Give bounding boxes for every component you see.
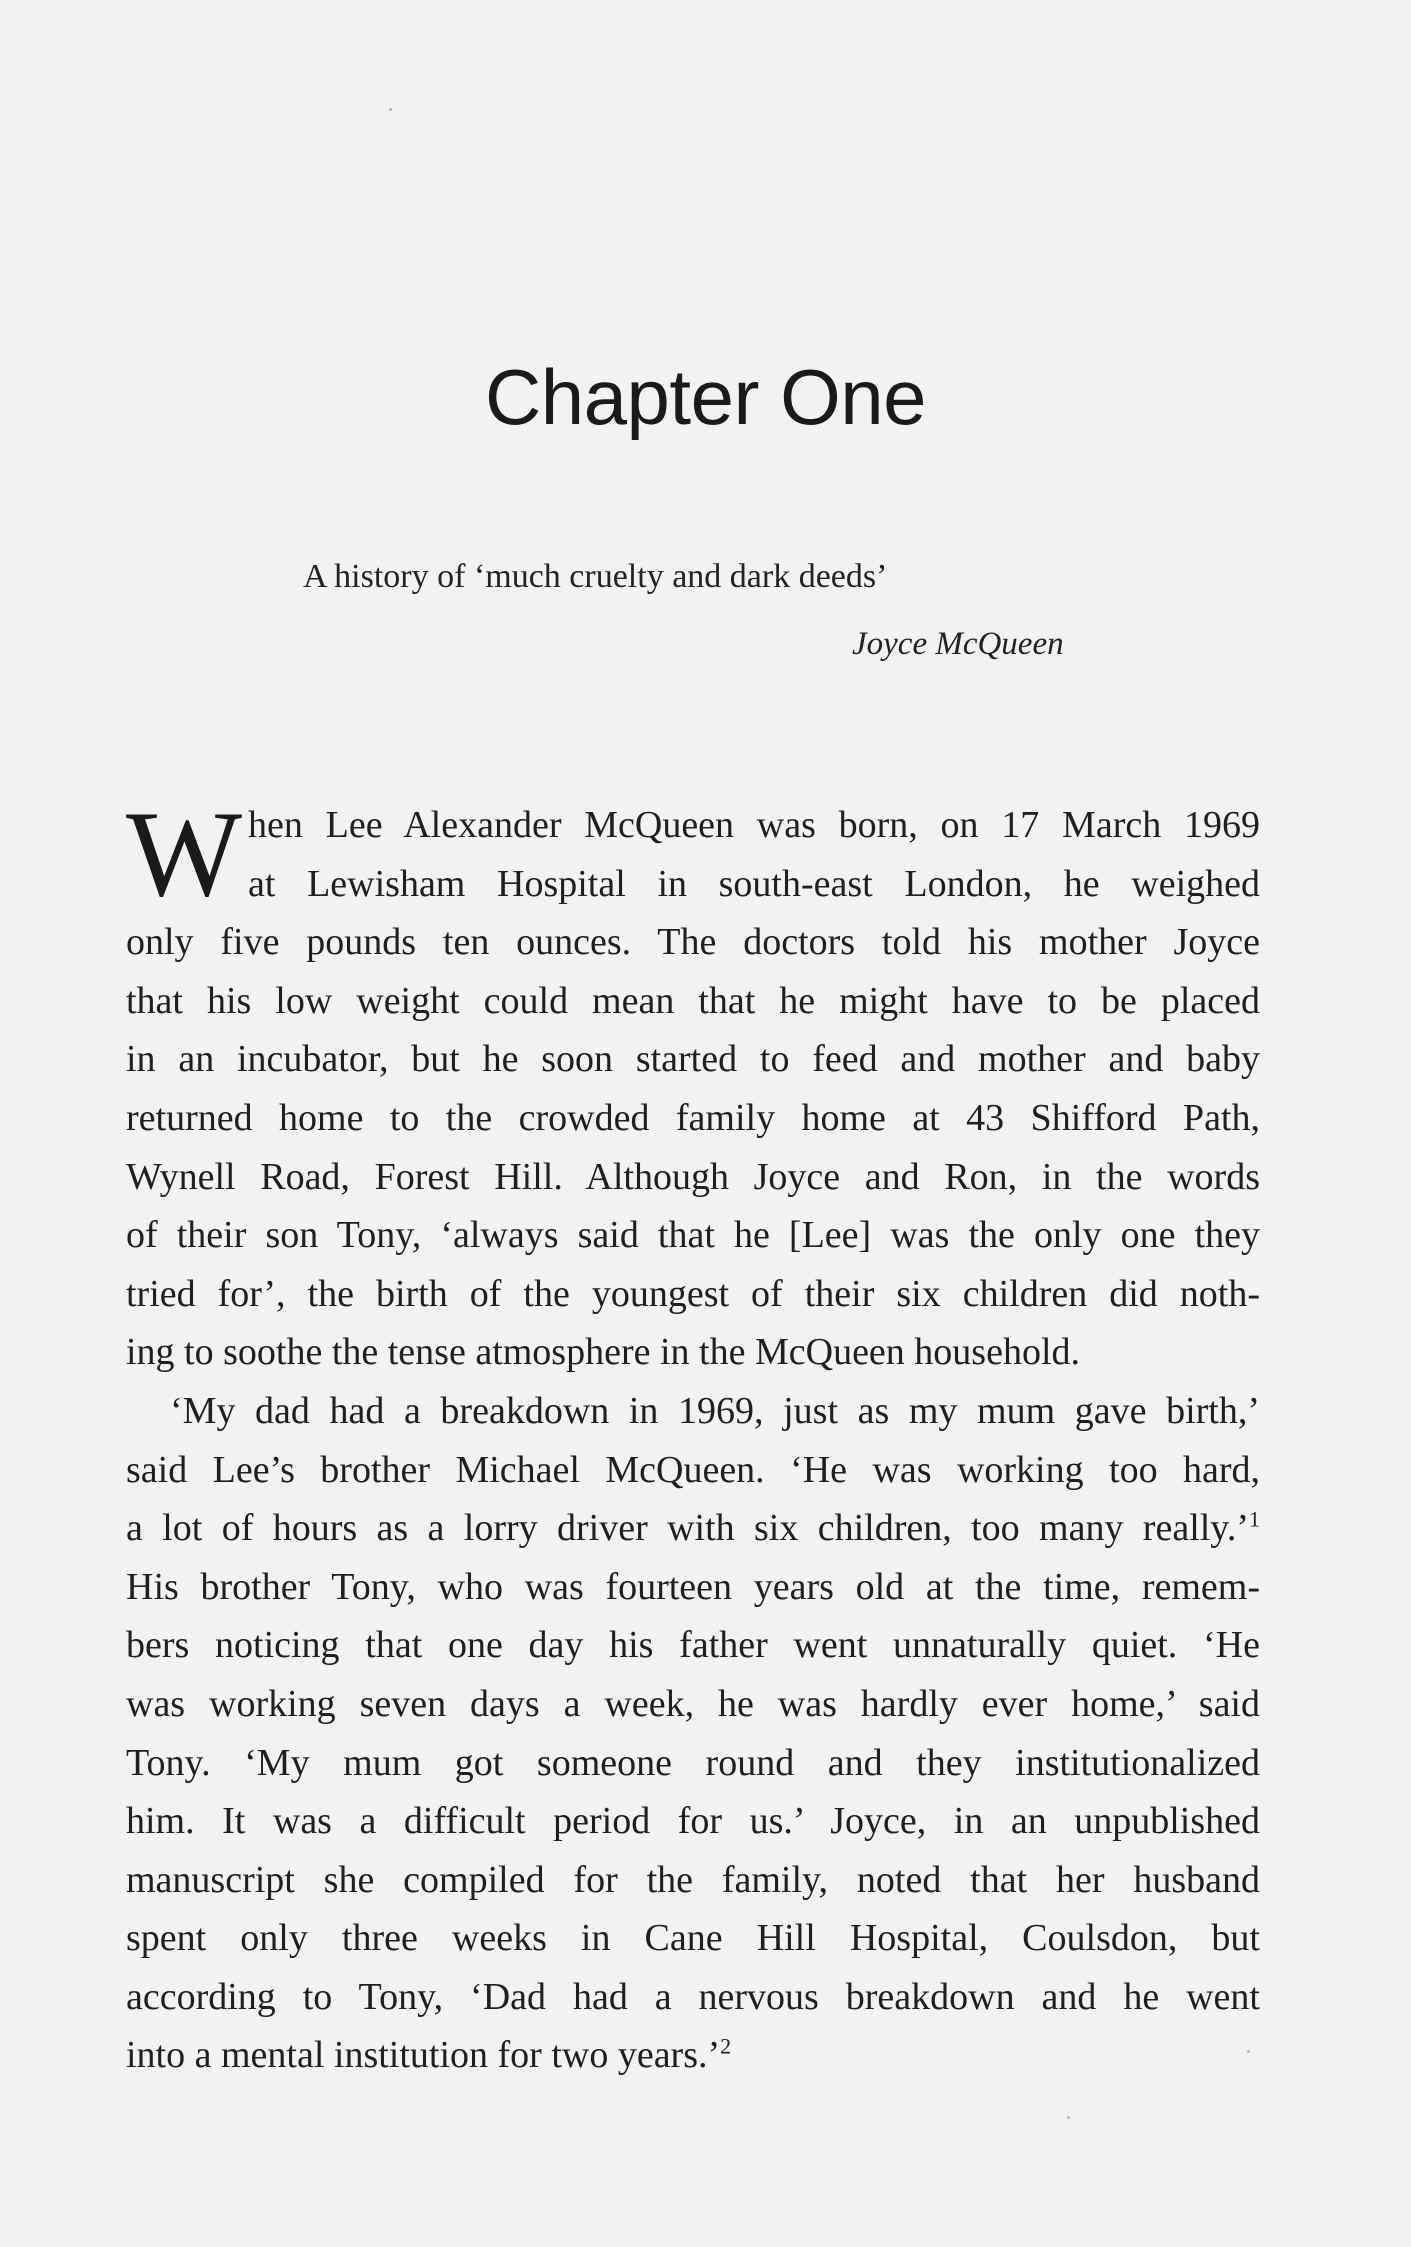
- text-line: [126, 1499, 1260, 1558]
- footnote-marker: 2: [720, 2033, 732, 2059]
- drop-cap: W: [126, 785, 243, 922]
- epigraph-quote: A history of ‘much cruelty and dark deeds’: [303, 558, 888, 595]
- text-line: bers noticing that one day his father went unnaturally quiet. ‘He: [126, 1624, 1260, 1667]
- text-line-content: a lot of hours as a lorry driver with six children, too many really.’: [126, 1507, 1249, 1550]
- footnote-marker: 1: [1249, 1506, 1260, 1532]
- text-line: in an incubator, but he soon started to feed and mother and baby: [126, 1038, 1260, 1081]
- text-line: spent only three weeks in Cane Hill Hospital, Coulsdon, but: [126, 1917, 1260, 1960]
- text-line: Wynell Road, Forest Hill. Although Joyce and Ron, in the words: [126, 1155, 1260, 1198]
- text-line: tried for’, the birth of the youngest of their six children did noth-: [126, 1272, 1260, 1315]
- text-line: at Lewisham Hospital in south-east London, he weighed: [248, 862, 1260, 905]
- text-line: according to Tony, ‘Dad had a nervous breakdown and he went: [126, 1975, 1260, 2018]
- epigraph-author: Joyce McQueen: [852, 626, 1064, 662]
- paper-speck: [389, 108, 392, 111]
- text-line-content: into a mental institution for two years.’: [126, 2034, 721, 2077]
- body-text: [126, 785, 1260, 2085]
- text-line: ing to soothe the tense atmosphere in the McQueen household.: [126, 1331, 1081, 1374]
- text-line: manuscript she compiled for the family, noted that her husband: [126, 1858, 1260, 1901]
- text-line: returned home to the crowded family home at 43 Shifford Path,: [126, 1096, 1260, 1139]
- text-line: Tony. ‘My mum got someone round and they institutionalized: [126, 1741, 1260, 1784]
- text-line: only five pounds ten ounces. The doctors told his mother Joyce: [126, 921, 1260, 964]
- chapter-title: Chapter One: [484, 353, 927, 441]
- text-line: was working seven days a week, he was hardly ever home,’ said: [126, 1682, 1260, 1725]
- text-line: that his low weight could mean that he might have to be placed: [126, 979, 1260, 1022]
- text-line: said Lee’s brother Michael McQueen. ‘He was working too hard,: [126, 1448, 1260, 1491]
- paper-speck: [1247, 2050, 1250, 2053]
- text-line: of their son Tony, ‘always said that he [Lee] was the only one they: [126, 1214, 1260, 1257]
- text-line: His brother Tony, who was fourteen years old at the time, remem-: [126, 1565, 1260, 1608]
- text-line: ‘My dad had a breakdown in 1969, just as my mum gave birth,’: [170, 1389, 1260, 1432]
- text-line: him. It was a difficult period for us.’ Joyce, in an unpublished: [126, 1800, 1260, 1843]
- text-line: [126, 2026, 1260, 2085]
- paper-speck: [1067, 2116, 1070, 2119]
- text-line: hen Lee Alexander McQueen was born, on 17 March 1969: [248, 804, 1260, 846]
